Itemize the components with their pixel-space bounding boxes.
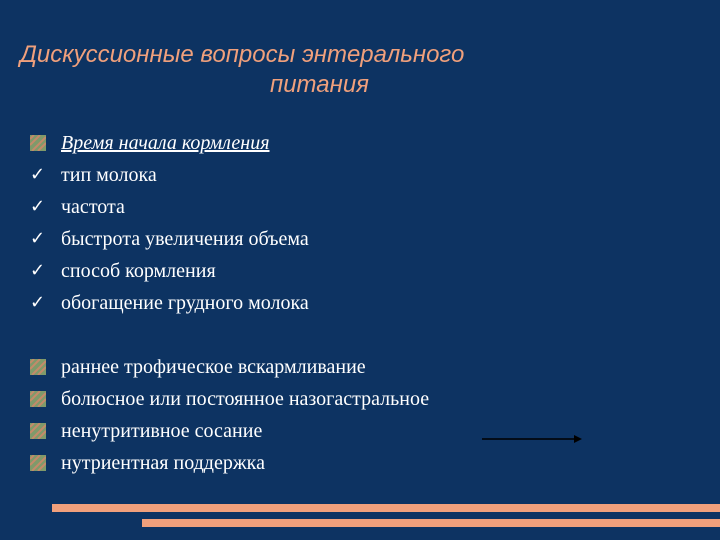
striped-square-bullet-icon (30, 423, 46, 439)
title-line-1: Дискуссионные вопросы энтерального (20, 41, 465, 68)
checkmark-icon: ✓ (30, 260, 46, 281)
checkmark-icon: ✓ (30, 164, 46, 185)
decorative-bar-bottom (142, 519, 720, 527)
list-item-text: способ кормления (61, 260, 216, 282)
list-item-text: частота (61, 196, 125, 218)
striped-square-bullet-icon (30, 391, 46, 407)
checkmark-icon: ✓ (30, 196, 46, 217)
checkmark-icon: ✓ (30, 228, 46, 249)
list-item-text: ненутритивное сосание (61, 420, 263, 442)
checkmark-icon: ✓ (30, 292, 46, 313)
list-item-text: тип молока (61, 164, 157, 186)
list-item-text: обогащение грудного молока (61, 292, 309, 314)
list-item-text: раннее трофическое вскармливание (61, 356, 366, 378)
right-arrow-icon (482, 432, 586, 446)
striped-square-bullet-icon (30, 135, 46, 151)
list-item-text: быстрота увеличения объема (61, 228, 309, 250)
slide-title (20, 40, 620, 100)
decorative-bar-top (52, 504, 720, 512)
list-item-text: болюсное или постоянное назогастральное (61, 388, 430, 410)
striped-square-bullet-icon (30, 359, 46, 375)
section1-header: Время начала кормления (61, 132, 270, 154)
list-item-text: нутриентная поддержка (61, 452, 265, 474)
title-line-2: питания (270, 71, 369, 98)
striped-square-bullet-icon (30, 455, 46, 471)
